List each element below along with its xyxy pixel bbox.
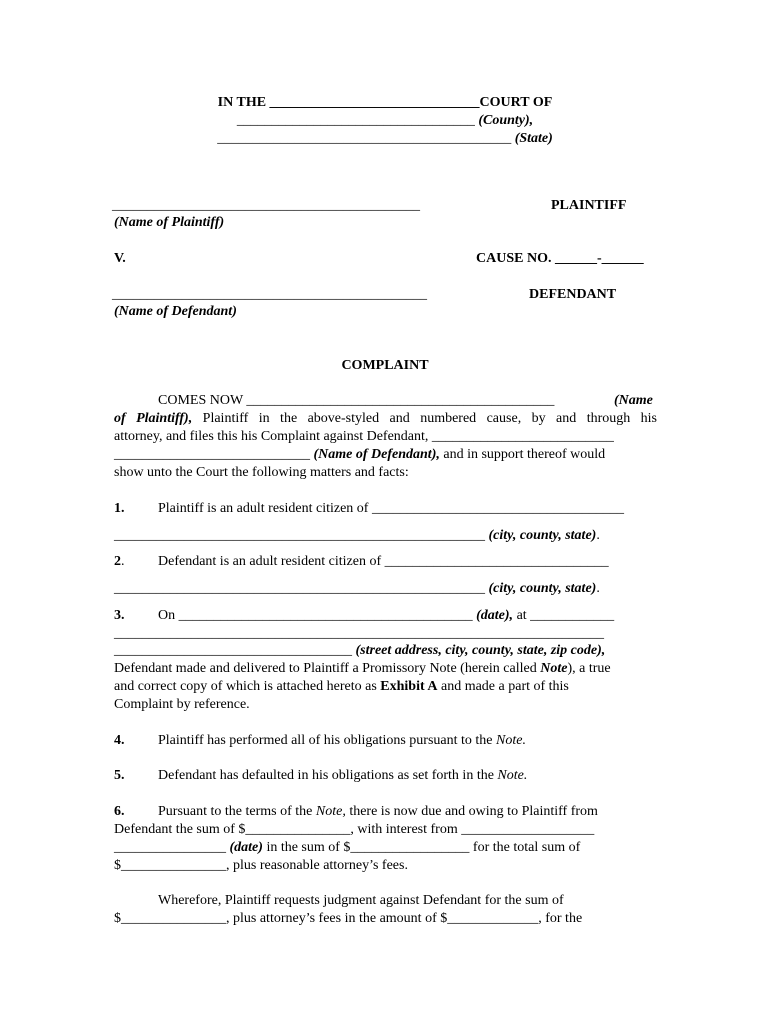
intro-line3: attorney, and files this his Complaint against Defendant, __________________________: [114, 429, 614, 444]
para2-text: Defendant is an adult resident citizen of ________________________________: [158, 554, 609, 569]
plaintiff-label: PLAINTIFF: [551, 198, 627, 213]
closing-line2: $_______________, plus attorney’s fees in the amount of $_____________, for the: [114, 911, 583, 926]
cause-number: CAUSE NO. ______-______: [476, 251, 644, 266]
plaintiff-name-hint: (Name of Plaintiff): [114, 215, 225, 230]
para1-line2: _____________________________________________________ (city, county, state).: [114, 528, 600, 543]
para3-line2: ______________________________________________________________________: [114, 626, 604, 641]
defendant-name-blank: _____________________________________________: [112, 287, 427, 302]
intro-line1: COMES NOW ____________________________________________: [158, 393, 555, 408]
para2-number: 2.: [114, 554, 125, 569]
defendant-label: DEFENDANT: [529, 287, 617, 302]
para3-text: On __________________________________________ (date), at ____________: [158, 608, 615, 623]
para4-text: Plaintiff has performed all of his obligations pursuant to the Note.: [158, 733, 526, 748]
plaintiff-name-blank: ____________________________________________: [112, 198, 420, 213]
para3-line4: Defendant made and delivered to Plaintiff a Promissory Note (herein called Note), a true: [114, 661, 611, 676]
para6-number: 6.: [114, 804, 125, 819]
intro-line2: of Plaintiff), Plaintiff in the above-styled and numbered cause, by and through his: [114, 411, 658, 426]
closing-line1: Wherefore, Plaintiff requests judgment against Defendant for the sum of: [158, 893, 564, 908]
para5-number: 5.: [114, 768, 125, 783]
para2-line2: _____________________________________________________ (city, county, state).: [114, 581, 600, 596]
para3-line5: and correct copy of which is attached hereto as Exhibit A and made a part of this: [114, 679, 569, 694]
para4-number: 4.: [114, 733, 125, 748]
para6-line2: Defendant the sum of $_______________, with interest from ___________________: [114, 822, 595, 837]
defendant-name-hint: (Name of Defendant): [114, 304, 237, 319]
versus-label: V.: [114, 251, 126, 266]
intro-line1-label: (Name: [614, 393, 653, 408]
intro-line4: ____________________________ (Name of Defendant), and in support thereof would: [114, 447, 606, 462]
para6-text: Pursuant to the terms of the Note, there is now due and owing to Plaintiff from: [158, 804, 598, 819]
court-caption-line2: __________________________________ (County),: [236, 113, 534, 128]
para6-line3: ________________ (date) in the sum of $_________________ for the total sum of: [114, 840, 581, 855]
para5-text: Defendant has defaulted in his obligations as set forth in the Note.: [158, 768, 528, 783]
para1-number: 1.: [114, 501, 125, 516]
para6-line4: $_______________, plus reasonable attorney’s fees.: [114, 858, 408, 873]
para3-line6: Complaint by reference.: [114, 697, 250, 712]
para3-line3: __________________________________ (street address, city, county, state, zip code),: [114, 643, 606, 658]
para1-text: Plaintiff is an adult resident citizen of ____________________________________: [158, 501, 624, 516]
court-caption-line1: IN THE ______________________________COURT OF: [217, 95, 553, 110]
document-title: COMPLAINT: [341, 358, 429, 373]
para3-number: 3.: [114, 608, 125, 623]
court-caption-line3: __________________________________________ (State): [217, 131, 553, 146]
intro-line5: show unto the Court the following matters and facts:: [114, 465, 409, 480]
